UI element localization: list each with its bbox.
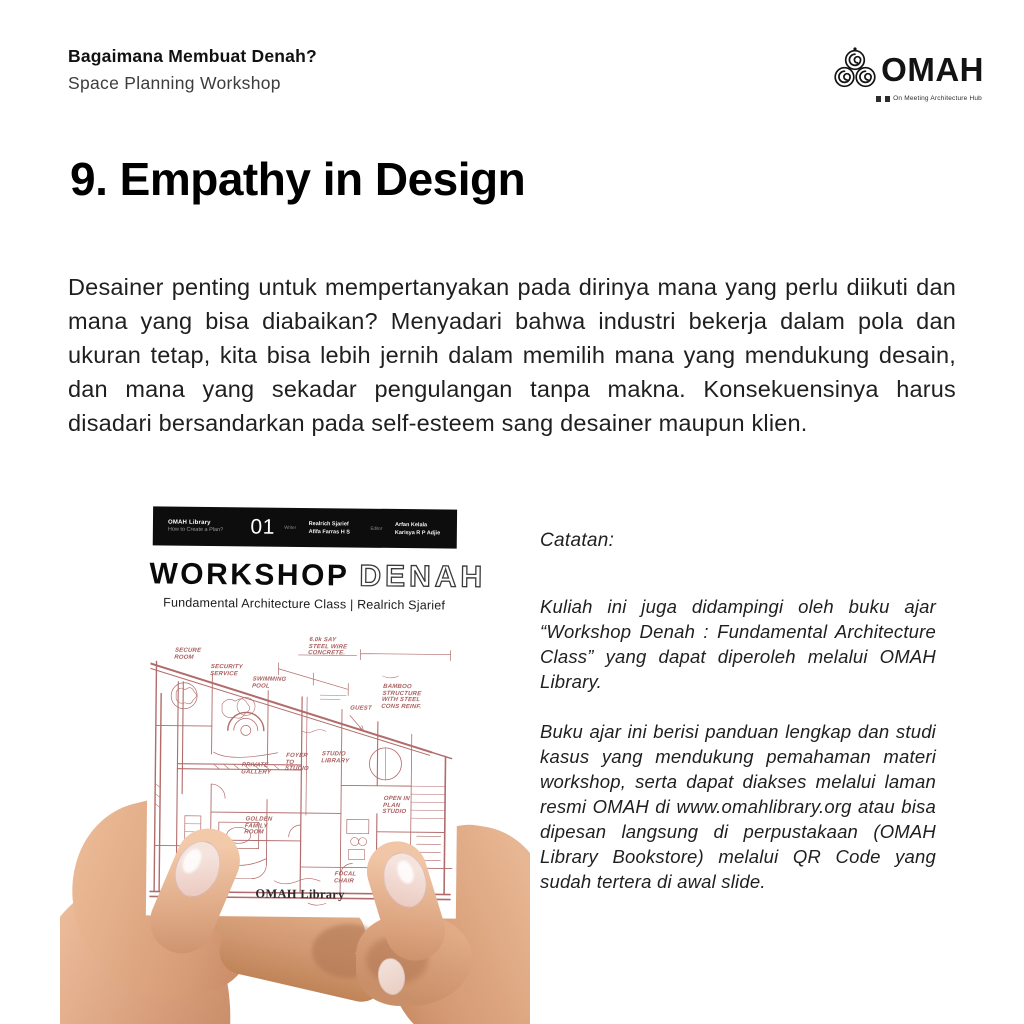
- sketch-annotation: FOCAL CHAIR: [333, 871, 357, 885]
- book-title-outline: DENAH: [359, 559, 487, 594]
- deck-title: Bagaimana Membuat Denah?: [68, 46, 317, 66]
- sketch-annotation: BAMBOO STRUCTURE WITH STEEL CONS REINF.: [380, 683, 422, 710]
- notes-paragraph-2: Buku ajar ini berisi panduan lengkap dan studi kasus yang mendukung pemahaman materi workshop, serta dapat diakses melalui laman resmi OMAH di www.omahlibrary.org atau bisa dipesan langsung di perpustakaan (OMAH Library Bookstore) melalui QR Code yang sudah tertera di awal slide.: [540, 721, 936, 892]
- notes-column: [540, 530, 936, 913]
- page-title: 9. Empathy in Design: [70, 153, 526, 205]
- logo-subtext: On Meeting Architecture Hub: [893, 95, 982, 102]
- book-header-bar: [153, 506, 457, 548]
- book-subtitle: Fundamental Architecture Class | Realrich Sjarief: [163, 595, 446, 613]
- sketch-annotation: FOYER TO STUDIO: [284, 752, 310, 773]
- sketch-annotation: GOLDEN FAMILY ROOM: [243, 816, 273, 836]
- sketch-annotation: GUEST: [349, 705, 373, 712]
- editor-label: Editor: [370, 525, 383, 531]
- sketch-annotation: STUDIO LIBRARY: [320, 751, 350, 764]
- book-series: How to Create a Plan?: [167, 526, 224, 534]
- writer-label: Writer: [284, 524, 297, 530]
- logo-wordmark: OMAH: [881, 51, 984, 88]
- seal-glyph-icon: [876, 96, 881, 102]
- deck-subtitle: Space Planning Workshop: [68, 73, 281, 93]
- sketch-annotation: PRIVATE GALLERY: [240, 762, 272, 776]
- book-title: [149, 557, 487, 594]
- editor-name: Karisya R P Adjie: [394, 529, 441, 536]
- book-title-solid: WORKSHOP: [149, 557, 350, 593]
- notes-label: Catatan:: [540, 530, 615, 551]
- editor-name: Arfan Kelala: [394, 521, 428, 528]
- writer-name: Afifa Farras H S: [308, 528, 350, 535]
- book-publisher: OMAH Library: [167, 519, 211, 526]
- seal-glyph-icon: [885, 96, 890, 102]
- sketch-annotation: SECURITY SERVICE: [209, 664, 243, 677]
- slide-header: [68, 46, 317, 94]
- triple-spiral-icon: [833, 46, 877, 93]
- writer-name: Realrich Sjarief: [308, 520, 349, 527]
- book-number: 01: [250, 514, 275, 539]
- card-imprint: OMAH Library: [255, 886, 345, 902]
- notes-paragraph-1: Kuliah ini juga didampingi oleh buku ajar “Workshop Denah : Fundamental Architecture Class” yang dapat diperoleh melalui OMAH Library.: [540, 596, 936, 692]
- body-paragraph: Desainer penting untuk mempertanyakan pada dirinya mana yang perlu diikuti dan mana yang bisa diabaikan? Menyadari bahwa industri bekerja dalam pola dan ukuran tetap, kita bisa lebih jernih dalam memilih mana yang mendukung desain, dan mana yang sekadar pengulangan tanpa makna. Konsekuensinya harus disadari bersandarkan pada self-esteem sang desainer maupun klien.: [68, 274, 956, 436]
- sketch-annotation: SWIMMING POOL: [251, 676, 287, 690]
- sketch-annotation: OPEN IN PLAN STUDIO: [382, 795, 411, 816]
- sketch-annotation: SECURE ROOM: [174, 647, 202, 661]
- book-photo: [60, 500, 530, 1024]
- omah-logo: [834, 46, 984, 102]
- sketch-annotation: 6.0k SAY STEEL WIRE CONCRETE.: [307, 637, 348, 657]
